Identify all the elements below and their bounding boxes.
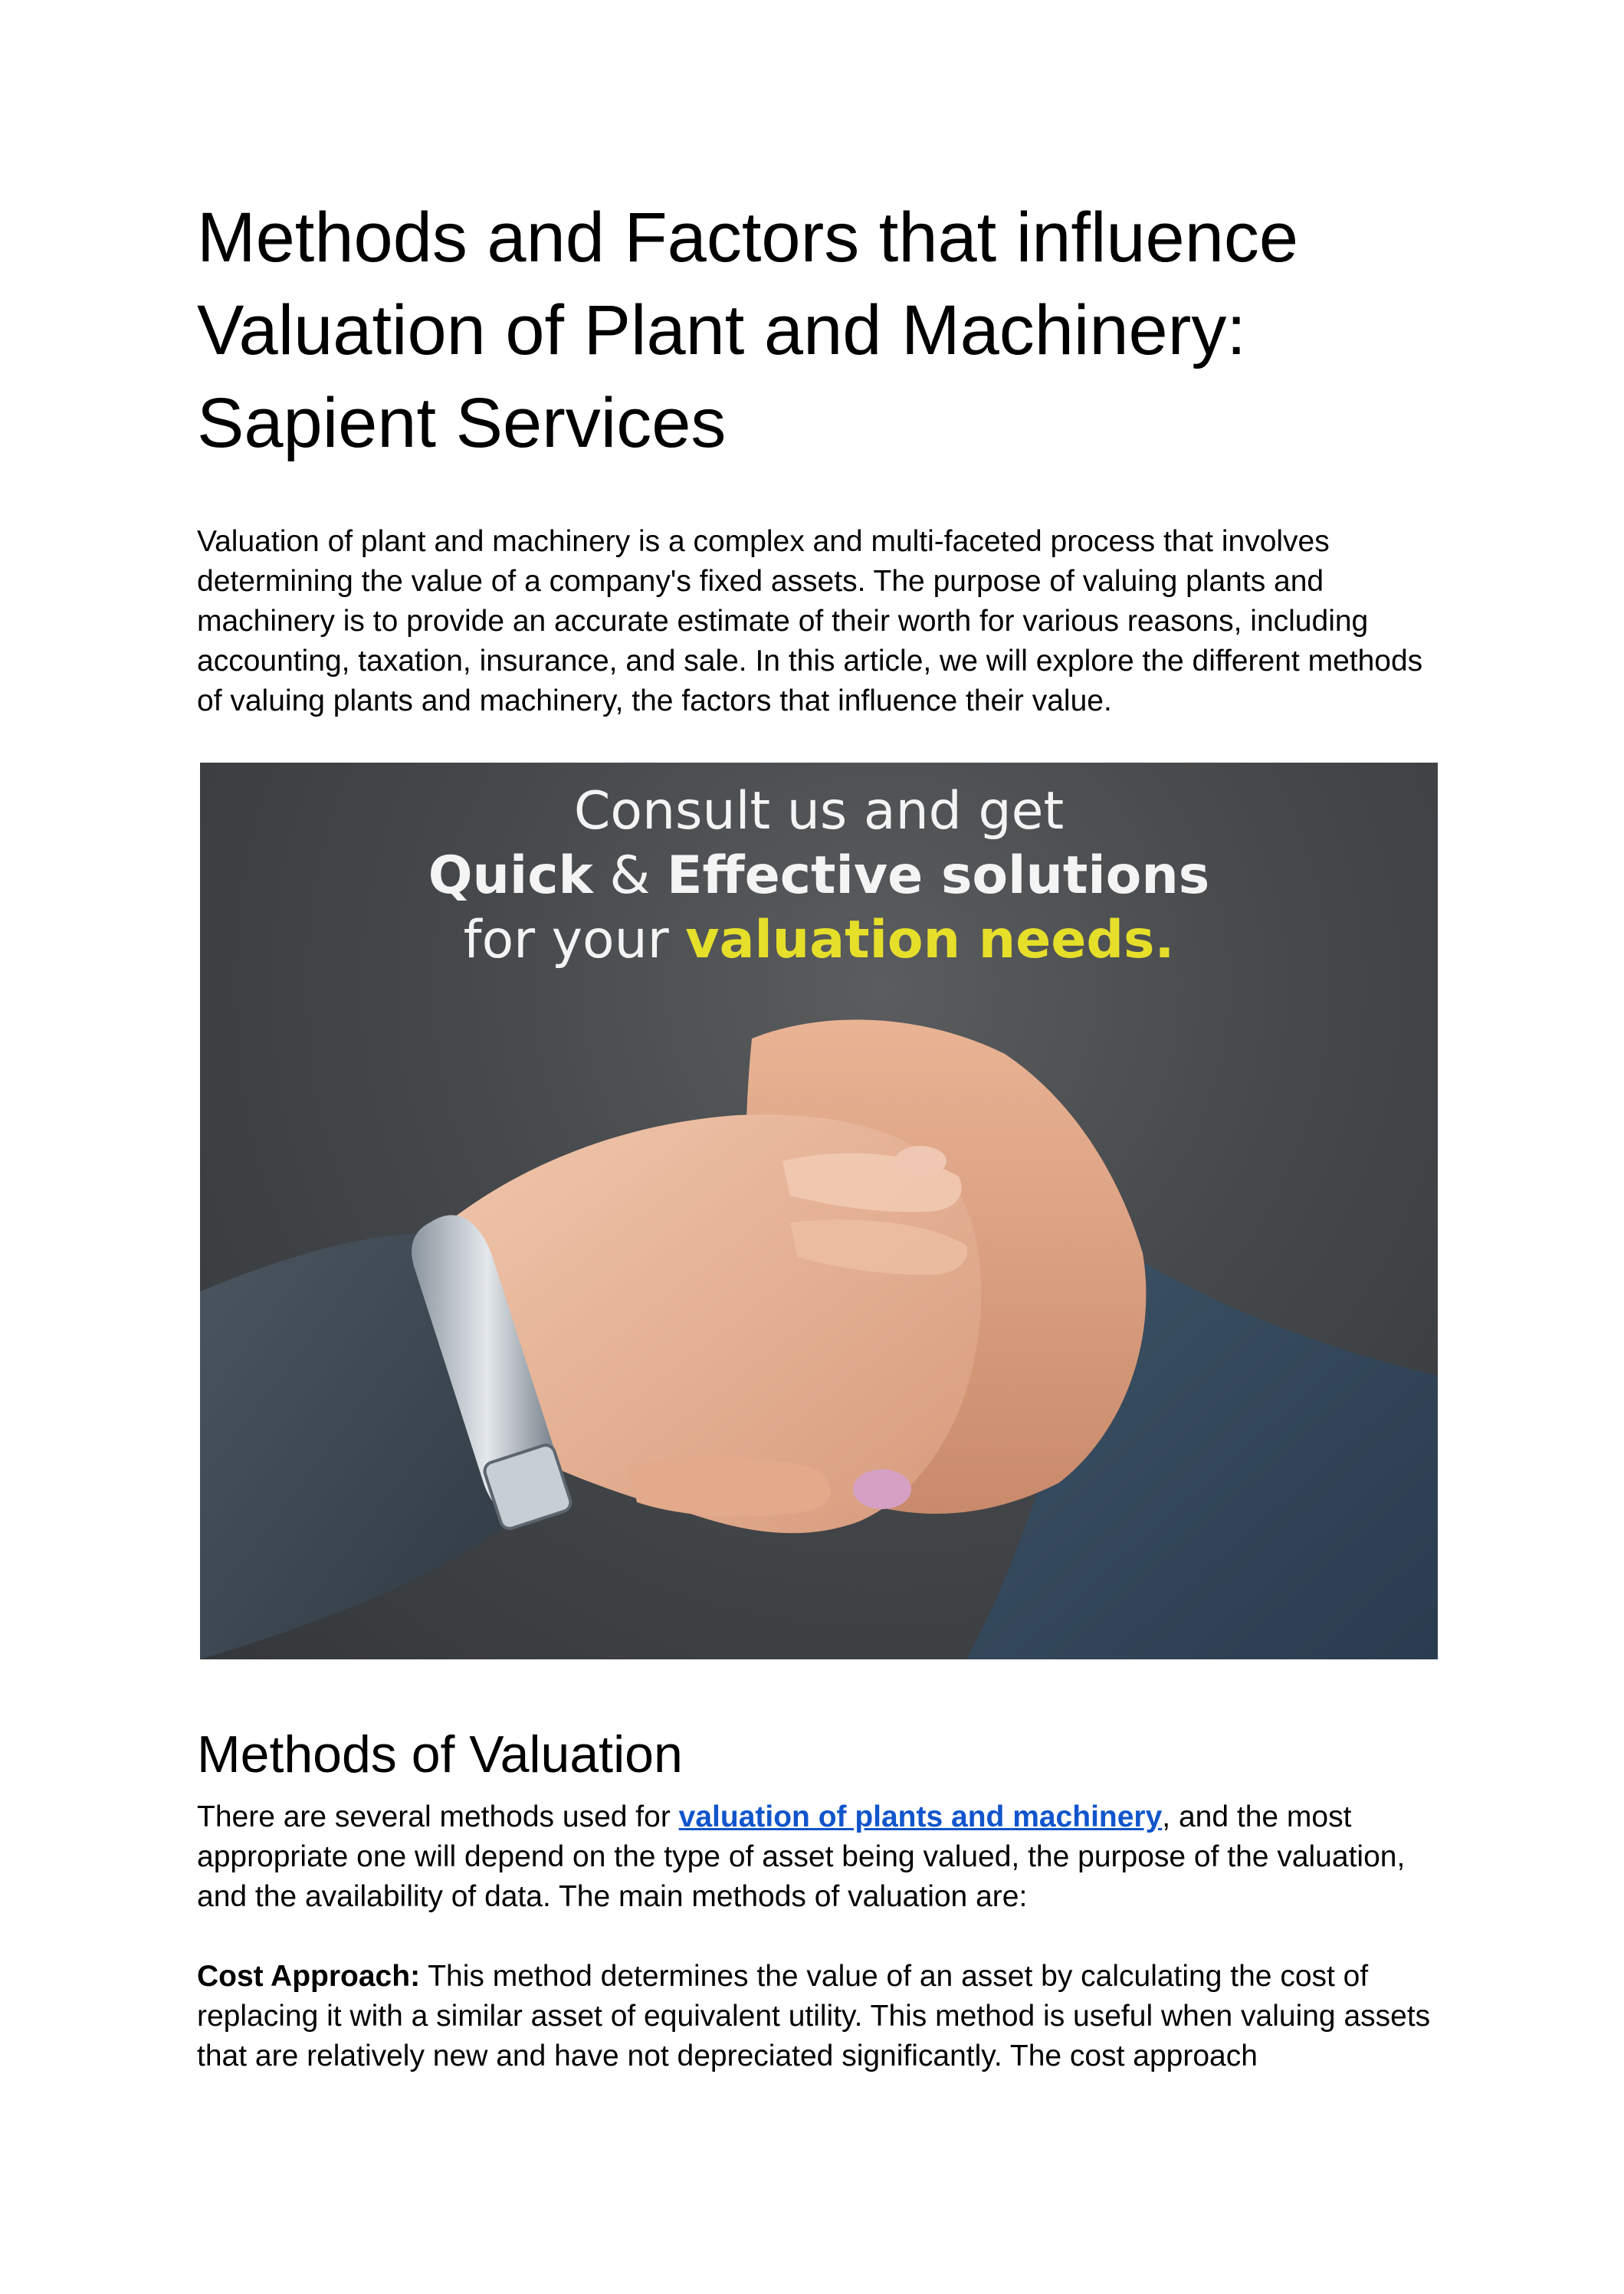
intro-paragraph: Valuation of plant and machinery is a complex and multi-faceted process that involves determining the value of a company's fixed assets. The purpose of valuing plants and machinery is to provide an accurate estimate of their worth for various reasons, including accounting, taxation, insurance, and sale. In this article, we will explore the different methods of valuing plants and machinery, the factors that influence their value. (197, 525, 1423, 717)
banner-valuation-needs-text: valuation needs. (685, 910, 1175, 970)
banner-ampersand-text: & (592, 845, 668, 906)
methods-paragraph (197, 1797, 1439, 1917)
methods-text-after-link: , and the most appropriate one will depend on the type of asset being valued, the purpose of the valuation, and the availability of data. The main methods of valuation are: (197, 1800, 1406, 1913)
cost-approach-paragraph (197, 1957, 1439, 2076)
banner-line-3 (200, 908, 1438, 973)
banner-for-your-text: for your (463, 910, 686, 970)
consult-banner-image (200, 763, 1438, 1659)
cost-approach-label: Cost Approach: (197, 1960, 421, 1993)
cost-approach-text: This method determines the value of an asset by calculating the cost of replacing it with a similar asset of equivalent utility. This method is useful when valuing assets that are relatively new and have not depreciated significantly. The cost approach (197, 1960, 1431, 2072)
fingernail-shape (853, 1469, 911, 1509)
document-content (197, 192, 1439, 2076)
banner-text-block (200, 779, 1438, 973)
banner-effective-text: Effective solutions (667, 845, 1210, 906)
page-title: Methods and Factors that influence Valuation of Plant and Machinery: Sapient Services (197, 199, 1299, 462)
fingernail-shape (894, 1146, 947, 1177)
banner-line-2 (200, 844, 1438, 908)
banner-quick-text: Quick (428, 845, 593, 906)
methods-text-before-link: There are several methods used for (197, 1800, 679, 1833)
methods-heading: Methods of Valuation (197, 1725, 683, 1784)
valuation-link[interactable]: valuation of plants and machinery (678, 1800, 1163, 1833)
thumb-shape (629, 1456, 831, 1517)
banner-line-1: Consult us and get (573, 781, 1065, 842)
